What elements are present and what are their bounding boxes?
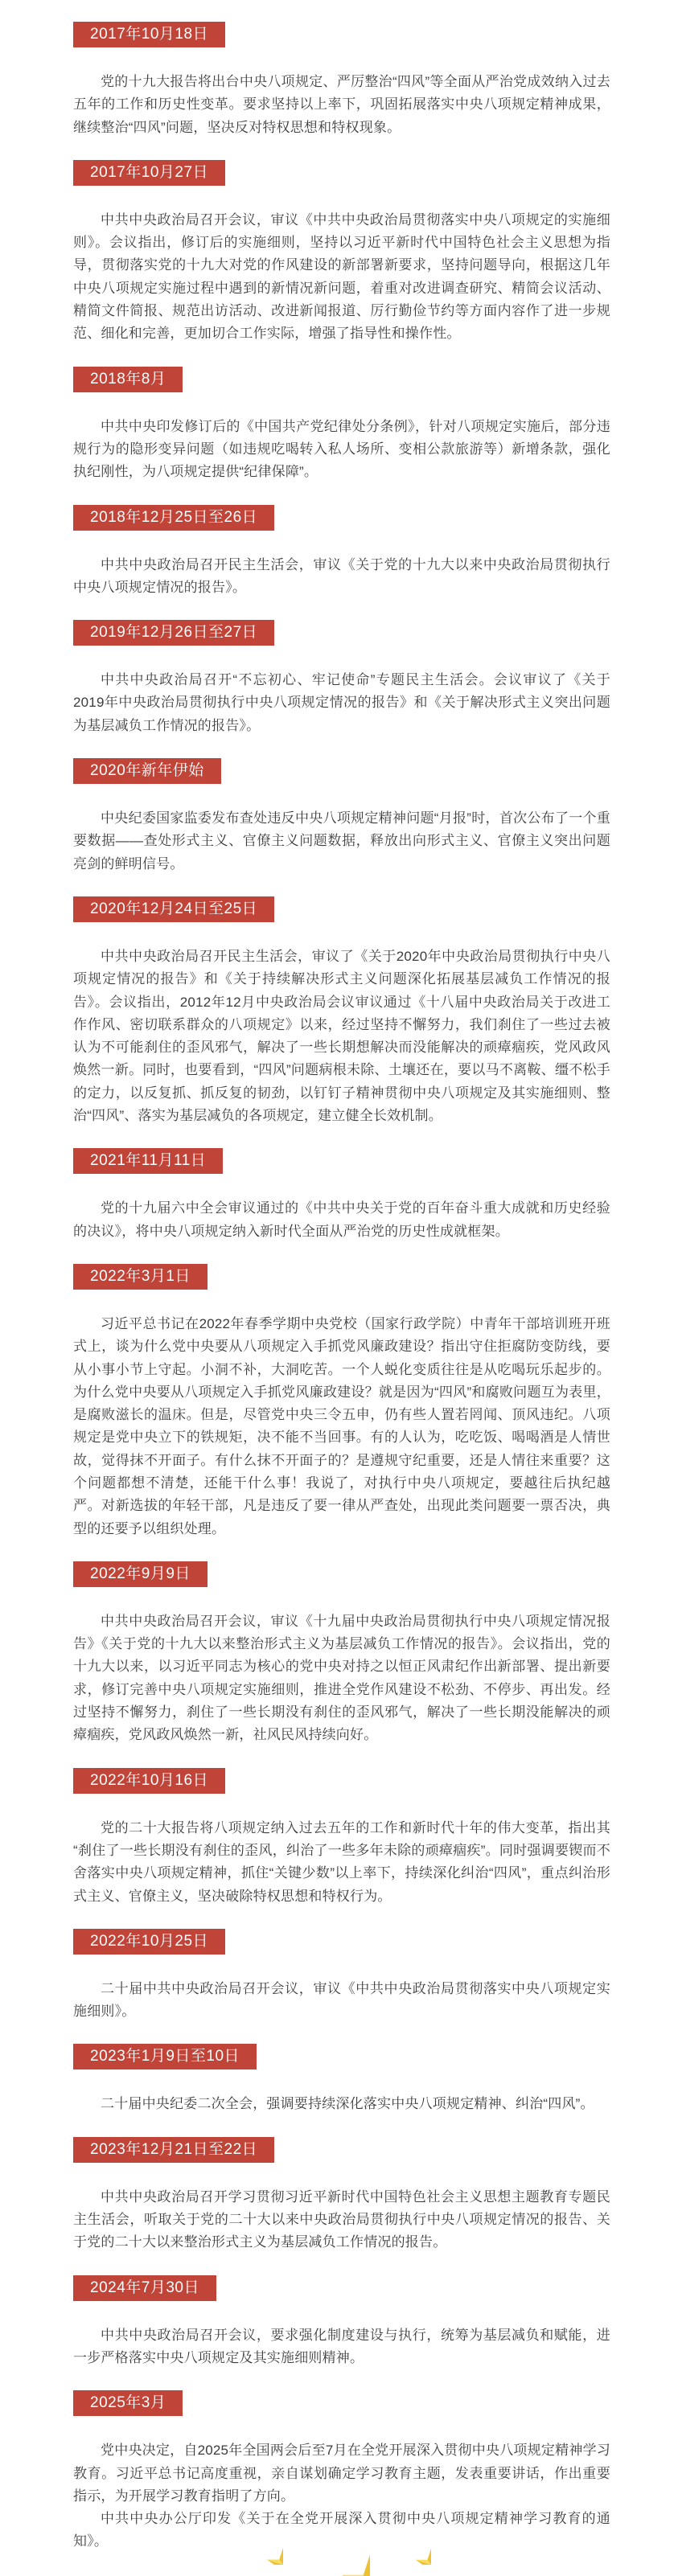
date-badge: 2022年9月9日 xyxy=(73,1561,208,1587)
entry-paragraph: 党的十九大报告将出台中央八项规定、严厉整治“四风”等全面从严治党成效纳入过去五年的工作和历史性变革。要求坚持以上率下，巩固拓展落实中央八项规定精神成果，继续整治“四风”问题，坚决反对特权思想和特权现象。 xyxy=(73,74,610,135)
timeline xyxy=(73,22,610,2553)
entry-paragraph: 中共中央政治局召开“不忘初心、牢记使命”专题民主生活会。会议审议了《关于2019年中央政治局贯彻执行中央八项规定情况的报告》和《关于解决形式主义突出问题为基层减负工作情况的报告》。 xyxy=(73,672,610,733)
entry-paragraph: 中共中央政治局召开会议，要求强化制度建设与执行，统筹为基层减负和赋能，进一步严格落实中央八项规定及其实施细则精神。 xyxy=(73,2327,610,2365)
timeline-entry xyxy=(73,1561,610,1747)
timeline-entry xyxy=(73,896,610,1127)
date-badge: 2023年1月9日至10日 xyxy=(73,2044,257,2069)
timeline-entry xyxy=(73,620,610,737)
timeline-entry xyxy=(73,22,610,139)
date-badge: 2019年12月26日至27日 xyxy=(73,620,274,646)
entry-paragraph: 中共中央政治局召开学习贯彻习近平新时代中国特色社会主义思想主题教育专题民主生活会，听取关于党的二十大以来中央政治局贯彻执行中央八项规定情况的报告、关于党的二十大以来整治形式主义为基层减负工作情况的报告。 xyxy=(73,2188,610,2250)
timeline-entry xyxy=(73,2275,610,2370)
entry-body xyxy=(73,71,610,139)
entry-body xyxy=(73,416,610,484)
entry-paragraph: 中共中央政治局召开会议，审议《十九届中央政治局贯彻执行中央八项规定情况报告》《关于党的十九大以来整治形式主义为基层减负工作情况的报告》。会议指出，党的十九大以来，以习近平同志为核心的党中央对持之以恒正风肃纪作出新部署、提出新要求，修订完善中央八项规定实施细则，推进全党作风建设不松劲、不停步、再出发。经过坚持不懈努力，刹住了一些长期没有刹住的歪风邪气，解决了一些长期没能解决的顽瘴痼疾，党风政风焕然一新，社风民风持续向好。 xyxy=(73,1613,610,1743)
date-badge: 2022年10月25日 xyxy=(73,1929,225,1955)
entry-body xyxy=(73,554,610,600)
entry-body xyxy=(73,1313,610,1540)
entry-paragraph: 中共中央政治局召开会议，审议《中共中央政治局贯彻落实中央八项规定的实施细则》。会议指出，修订后的实施细则，坚持以习近平新时代中国特色社会主义思想为指导，贯彻落实党的十九大对党的作风建设的新部署新要求，坚持问题导向，根据这几年中央八项规定实施过程中遇到的新情况新问题，着重对改进调查研究、精简会议活动、精简文件简报、规范出访活动、改进新闻报道、厉行勤俭节约等方面内容作了进一步规范、细化和完善，更加切合工作实际，增强了指导性和操作性。 xyxy=(73,211,610,342)
entry-paragraph: 二十届中央纪委二次全会，强调要持续深化落实中央八项规定精神、纠治“四风”。 xyxy=(101,2096,594,2112)
timeline-entry xyxy=(73,1768,610,1908)
entry-body xyxy=(73,1197,610,1243)
entry-paragraph: 党中央决定，自2025年全国两会后至7月在全党开展深入贯彻中央八项规定精神学习教育。习近平总书记高度重视，亲自谋划确定学习教育主题，发表重要讲话，作出重要指示，为开展学习教育指明了方向。 xyxy=(73,2443,610,2504)
date-badge: 2018年8月 xyxy=(73,367,183,392)
star-icon xyxy=(397,2531,431,2565)
entry-body xyxy=(73,1817,610,1908)
entry-paragraph: 中共中央印发修订后的《中国共产党纪律处分条例》，针对八项规定实施后，部分违规行为的隐形变异问题（如违规吃喝转入私人场所、变相公款旅游等）新增条款，强化执纪刚性，为八项规定提供“纪律保障”。 xyxy=(73,418,610,480)
entry-paragraph: 中共中央办公厅印发《关于在全党开展深入贯彻中央八项规定精神学习教育的通知》。 xyxy=(73,2511,610,2549)
timeline-entry xyxy=(73,367,610,484)
date-badge: 2025年3月 xyxy=(73,2390,183,2416)
entry-body xyxy=(73,2324,610,2370)
date-badge: 2023年12月21日至22日 xyxy=(73,2137,274,2163)
entry-paragraph: 二十届中共中央政治局召开会议，审议《中共中央政治局贯彻落实中央八项规定实施细则》。 xyxy=(73,1980,610,2020)
star-icon xyxy=(309,2523,370,2576)
entry-paragraph: 中共中央政治局召开民主生活会，审议了《关于2020年中央政治局贯彻执行中央八项规定情况的报告》和《关于持续解决形式主义问题深化拓展基层减负工作情况的报告》。会议指出，2012年12月中央政治局会议审议通过《十八届中央政治局关于改进工作作风、密切联系群众的八项规定》以来，经过坚持不懈努力，我们刹住了一些过去被认为不可能刹住的歪风邪气，解决了一些长期想解决而没能解决的顽瘴痼疾，党风政风焕然一新。同时，也要看到，“四风”问题病根未除、土壤还在，要以马不离鞍、缰不松手的定力，以反复抓、抓反复的韧劲，以钉钉子精神贯彻中央八项规定及其实施细则、整治“四风”、落实为基层减负的各项规定，建立健全长效机制。 xyxy=(73,948,610,1124)
timeline-entry xyxy=(73,1264,610,1540)
date-badge: 2017年10月18日 xyxy=(73,22,225,47)
star-icon xyxy=(248,2529,283,2565)
entry-paragraph: 党的二十大报告将八项规定纳入过去五年的工作和新时代十年的伟大变革，指出其“刹住了一些长期没有刹住的歪风，纠治了一些多年未除的顽瘴痼疾”。同时强调要锲而不舍落实中央八项规定精神，抓住“关键少数”以上率下，持续深化纠治“四风”，重点纠治形式主义、官僚主义，坚决破除特权思想和特权行为。 xyxy=(73,1819,610,1904)
entry-body xyxy=(73,209,610,346)
entry-paragraph: 党的十九届六中全会审议通过的《中共中央关于党的百年奋斗重大成就和历史经验的决议》，将中央八项规定纳入新时代全面从严治党的历史性成就框架。 xyxy=(73,1200,610,1239)
entry-paragraph: 中央纪委国家监委发布查处违反中央八项规定精神问题“月报”时，首次公布了一个重要数据——查处形式主义、官僚主义问题数据，释放出向形式主义、官僚主义突出问题亮剑的鲜明信号。 xyxy=(73,810,610,872)
entry-body xyxy=(73,945,610,1127)
date-badge: 2022年3月1日 xyxy=(73,1264,208,1290)
entry-body xyxy=(73,2093,610,2115)
date-badge: 2017年10月27日 xyxy=(73,160,225,186)
timeline-entry xyxy=(73,758,610,876)
timeline-entry xyxy=(73,2044,610,2115)
entry-body xyxy=(73,669,610,737)
entry-body xyxy=(73,1610,610,1747)
timeline-entry xyxy=(73,1929,610,2024)
timeline-entry xyxy=(73,1148,610,1243)
entry-body xyxy=(73,2186,610,2254)
date-badge: 2020年12月24日至25日 xyxy=(73,896,274,922)
date-badge: 2020年新年伊始 xyxy=(73,758,221,784)
timeline-entry xyxy=(73,505,610,600)
entry-paragraph: 习近平总书记在2022年春季学期中央党校（国家行政学院）中青年干部培训班开班式上，谈为什么党中央要从八项规定入手抓党风廉政建设？指出守住拒腐防变防线，要从小事小节上守起。小洞不补，大洞吃苦。一个人蜕化变质往往是从吃喝玩乐起步的。为什么党中央要从八项规定入手抓党风廉政建设？就是因为“四风”和腐败问题互为表里，是腐败滋长的温床。但是，尽管党中央三令五申，仍有些人置若罔闻、顶风违纪。八项规定是党中央立下的铁规矩，决不能不当回事。有的人认为，吃吃饭、喝喝酒是人情世故，觉得抹不开面子。有什么抹不开面子的？是遵规守纪重要，还是人情往来重要？这个问题都想不清楚，还能干什么事！我说了，对执行中央八项规定，要越往后执纪越严。对新选拔的年轻干部，凡是违反了要一律从严查处，出现此类问题要一票否决，典型的还要予以组织处理。 xyxy=(73,1315,610,1536)
date-badge: 2021年11月11日 xyxy=(73,1148,223,1174)
date-badge: 2024年7月30日 xyxy=(73,2275,216,2301)
entry-paragraph: 中共中央政治局召开民主生活会，审议《关于党的十九大以来中央政治局贯彻执行中央八项规定情况的报告》。 xyxy=(73,556,610,595)
date-badge: 2018年12月25日至26日 xyxy=(73,505,274,531)
entry-body xyxy=(73,807,610,876)
timeline-entry xyxy=(73,2137,610,2254)
timeline-entry xyxy=(73,160,610,346)
footer-star-decoration xyxy=(0,2523,678,2576)
date-badge: 2022年10月16日 xyxy=(73,1768,225,1794)
entry-body xyxy=(73,1978,610,2024)
